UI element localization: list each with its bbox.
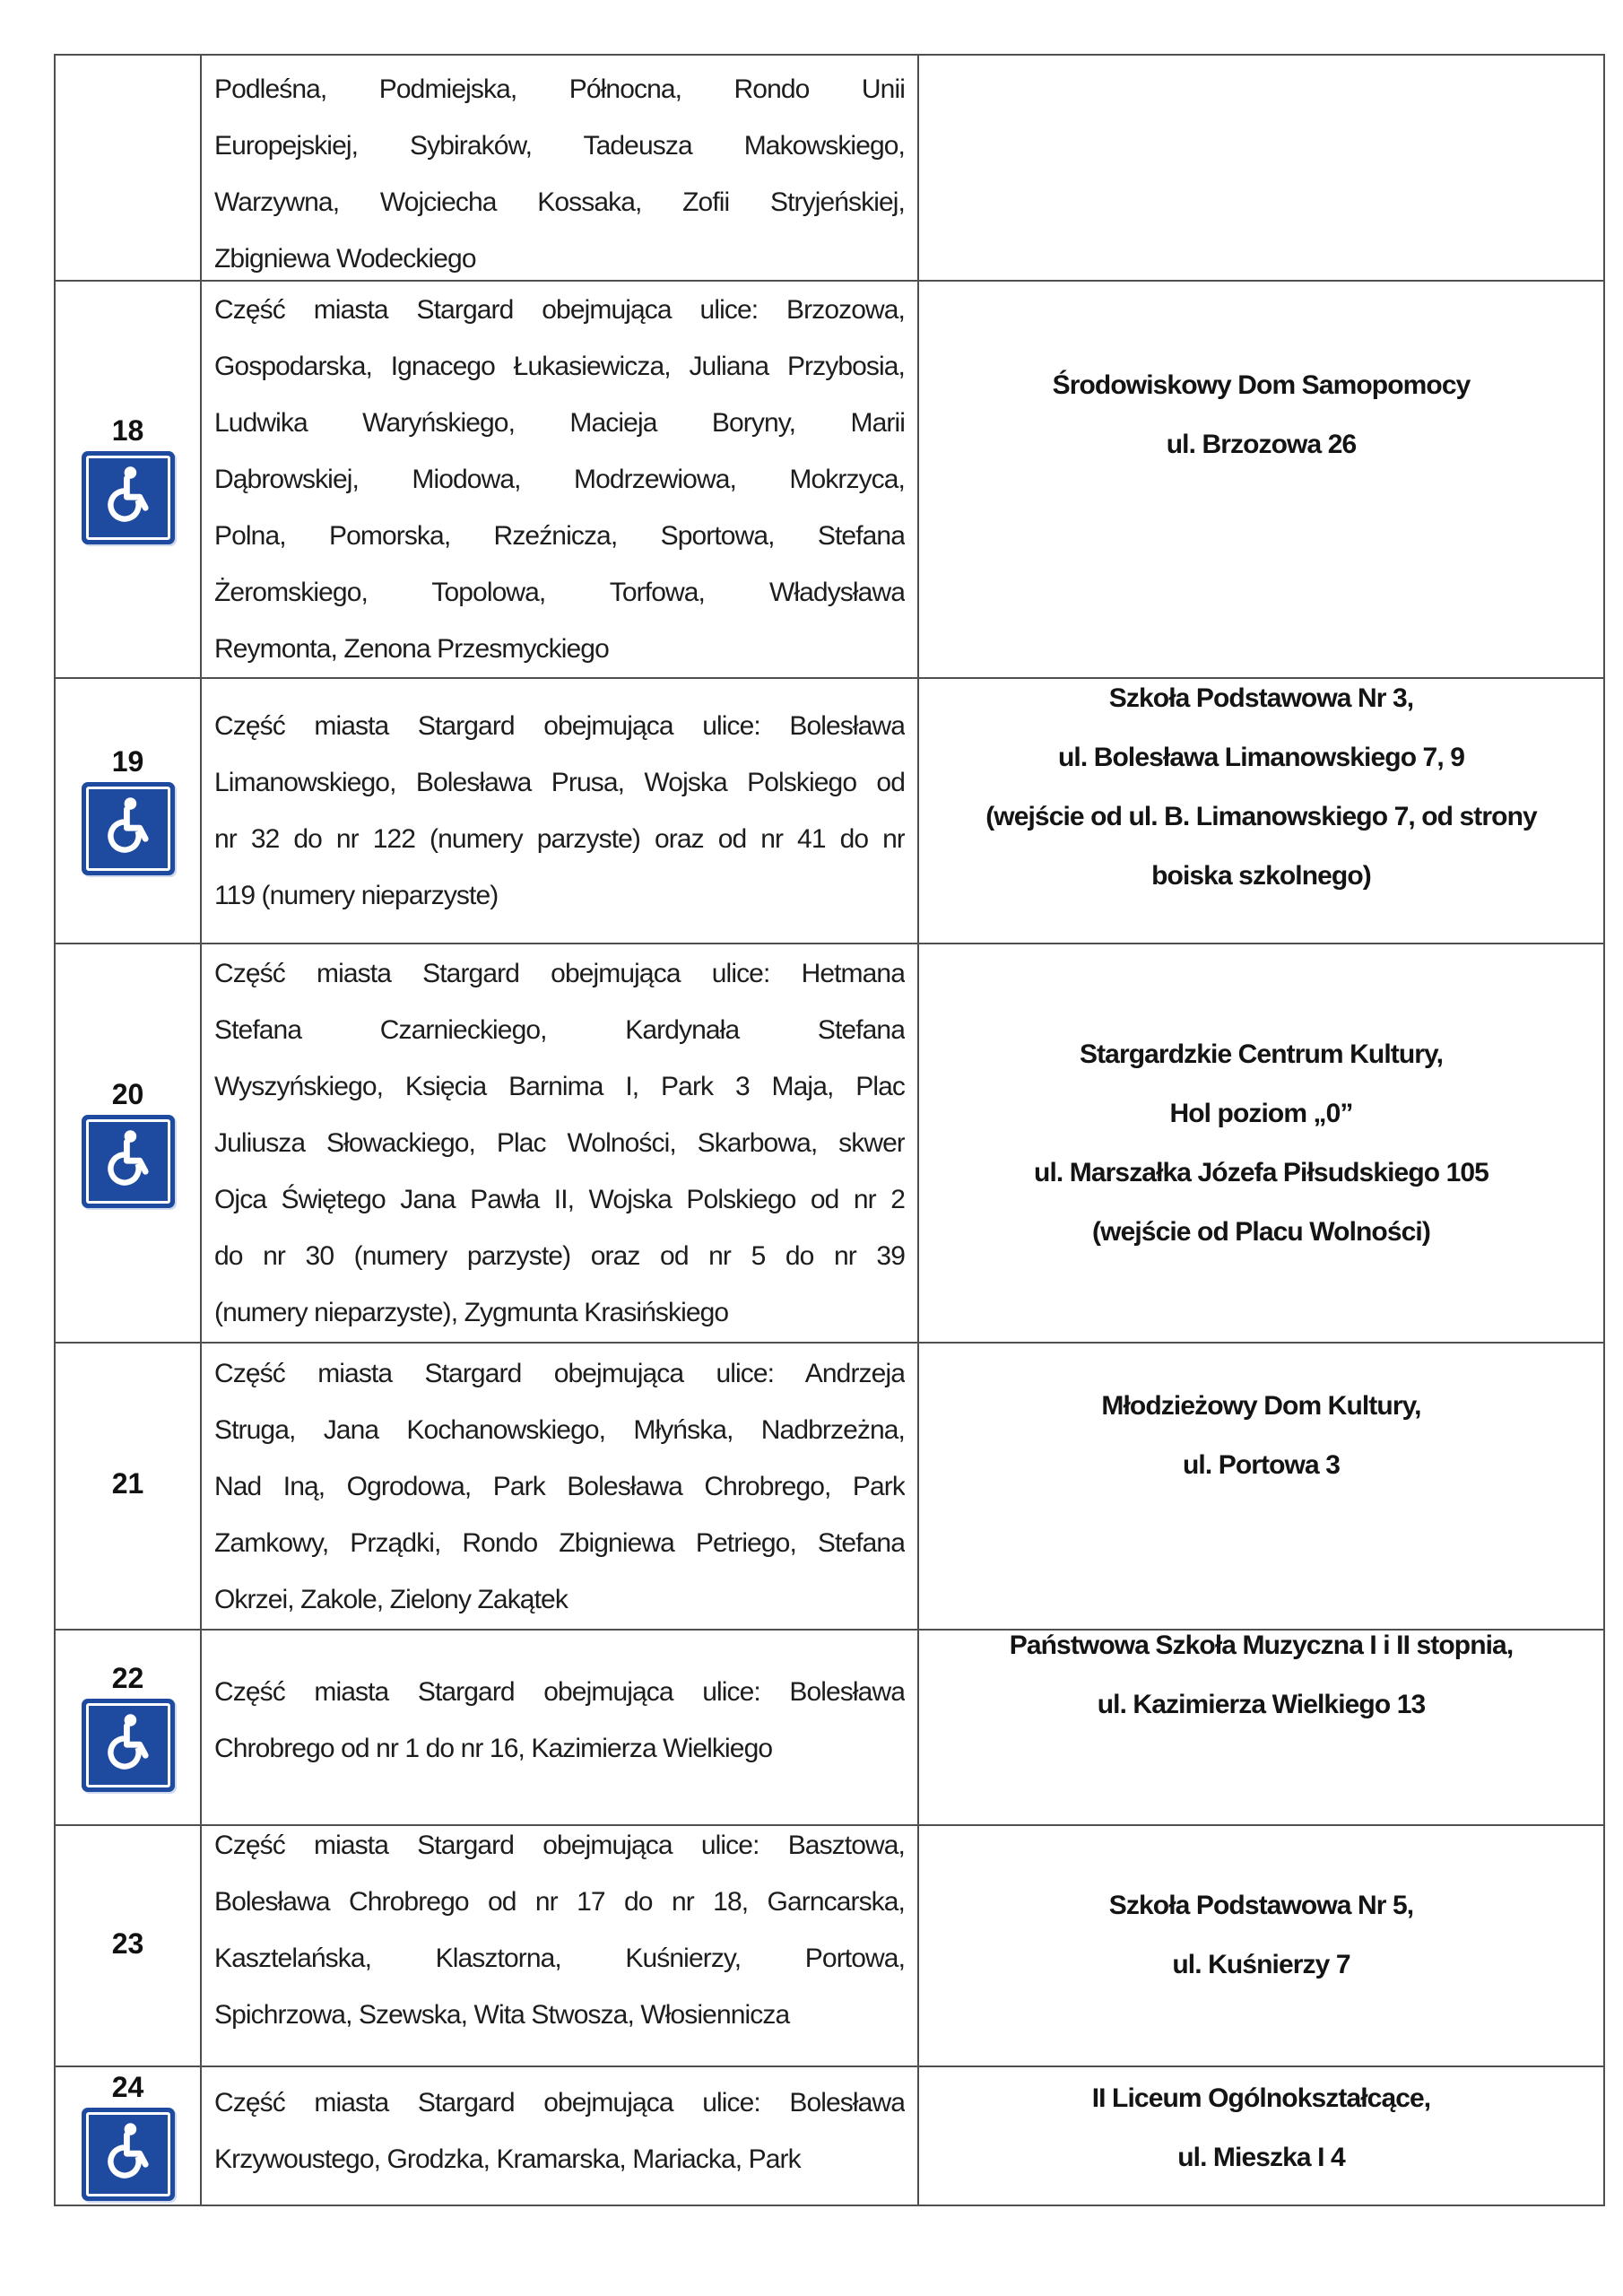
polling-place-line: ul. Marszałka Józefa Piłsudskiego 105 — [1034, 1157, 1488, 1187]
street-line: do nr 30 (numery parzyste) oraz od nr 5 do nr 39 — [214, 1241, 905, 1271]
street-list — [202, 2074, 917, 2187]
district-number: 20 — [111, 1077, 144, 1110]
polling-place-line: Hol poziom „0” — [1169, 1098, 1353, 1128]
table-row — [56, 282, 1603, 679]
street-line: Krzywoustego, Grodzka, Kramarska, Mariacka, Park — [214, 2144, 801, 2174]
polling-place — [919, 1631, 1603, 1735]
polling-place-line: Stargardzkie Centrum Kultury, — [1079, 1039, 1444, 1069]
district-number-cell — [56, 1826, 202, 2066]
district-number-cell — [56, 679, 202, 943]
wheelchair-icon — [92, 462, 164, 534]
polling-place-line: ul. Kuśnierzy 7 — [1172, 1949, 1350, 1979]
street-list — [202, 1664, 917, 1777]
street-line: Nad Iną, Ogrodowa, Park Bolesława Chrobrego, Park — [214, 1471, 905, 1501]
district-number: 19 — [111, 745, 144, 778]
street-line: Część miasta Stargard obejmująca ulice: Basztowa, — [214, 1830, 905, 1860]
table-row — [56, 56, 1603, 282]
polling-place-line: ul. Brzozowa 26 — [1166, 429, 1357, 459]
street-list — [202, 282, 917, 677]
district-number: 21 — [111, 1467, 144, 1500]
street-line: Okrzei, Zakole, Zielony Zakątek — [214, 1584, 568, 1614]
street-line: Spichrzowa, Szewska, Wita Stwosza, Włosiennicza — [214, 1999, 790, 2030]
street-line: (numery nieparzyste), Zygmunta Krasińskiego — [214, 1298, 729, 1327]
polling-place-line: Szkoła Podstawowa Nr 3, — [1108, 683, 1414, 713]
street-list — [202, 1345, 917, 1628]
street-line: Ojca Świętego Jana Pawła II, Wojska Polskiego od nr 2 — [214, 1185, 905, 1214]
table-row — [56, 1631, 1603, 1826]
table-row — [56, 2067, 1603, 2205]
street-list — [202, 1826, 917, 2043]
polling-place — [919, 2069, 1603, 2187]
street-line: Żeromskiego, Topolowa, Torfowa, Władysława — [214, 578, 905, 607]
polling-place-line: ul. Bolesława Limanowskiego 7, 9 — [1057, 743, 1465, 772]
district-number-cell — [56, 2067, 202, 2205]
street-line: Ludwika Waryńskiego, Macieja Boryny, Marii — [214, 408, 905, 438]
disabled-access-sign — [82, 782, 175, 875]
street-line: Podleśna, Podmiejska, Północna, Rondo Unii — [214, 74, 905, 104]
street-line: 119 (numery nieparzyste) — [214, 881, 499, 910]
street-line: Warzywna, Wojciecha Kossaka, Zofii Stryjeńskiej, — [214, 187, 905, 217]
polling-place-line: Szkoła Podstawowa Nr 5, — [1108, 1890, 1414, 1920]
table-row — [56, 944, 1603, 1344]
disabled-access-sign — [82, 451, 175, 544]
polling-place-line: (wejście od Placu Wolności) — [1092, 1216, 1430, 1247]
districts-table-body — [56, 56, 1603, 2205]
district-area-cell — [202, 282, 919, 677]
street-line: Dąbrowskiej, Miodowa, Modrzewiowa, Mokrzyca, — [214, 465, 905, 494]
polling-place-line: Młodzieżowy Dom Kultury, — [1101, 1391, 1421, 1421]
district-number-cell — [56, 1631, 202, 1824]
polling-place-cell — [919, 1631, 1603, 1824]
street-line: Część miasta Stargard obejmująca ulice: Hetmana — [214, 959, 905, 988]
street-list — [202, 698, 917, 924]
polling-place-line: Środowiskowy Dom Samopomocy — [1052, 370, 1471, 400]
polling-districts-table — [54, 54, 1605, 2206]
street-line: Juliusza Słowackiego, Plac Wolności, Skarbowa, skwer — [214, 1128, 905, 1158]
disabled-access-sign — [82, 1115, 175, 1208]
polling-place-cell — [919, 679, 1603, 943]
street-line: Część miasta Stargard obejmująca ulice: Andrzeja — [214, 1358, 905, 1388]
street-line: Zamkowy, Prządki, Rondo Zbigniewa Petriego, Stefana — [214, 1527, 905, 1558]
wheelchair-icon — [92, 1126, 164, 1197]
district-area-cell — [202, 1631, 919, 1824]
polling-place-line: Państwowa Szkoła Muzyczna I i II stopnia, — [1009, 1631, 1514, 1660]
wheelchair-icon — [92, 2118, 164, 2190]
street-line: nr 32 do nr 122 (numery parzyste) oraz od nr 41 do nr — [214, 824, 905, 854]
district-number-cell — [56, 1344, 202, 1629]
street-line: Zbigniewa Wodeckiego — [214, 244, 476, 274]
district-number: 23 — [111, 1926, 144, 1960]
polling-place-cell — [919, 1344, 1603, 1629]
polling-place — [919, 1025, 1603, 1262]
polling-place-cell — [919, 282, 1603, 677]
wheelchair-icon — [92, 1709, 164, 1781]
street-line: Limanowskiego, Bolesława Prusa, Wojska Polskiego od — [214, 768, 905, 797]
district-area-cell — [202, 1826, 919, 2066]
street-line: Polna, Pomorska, Rzeźnicza, Sportowa, Stefana — [214, 521, 905, 551]
polling-place-line: II Liceum Ogólnokształcące, — [1091, 2083, 1431, 2113]
district-number-cell — [56, 944, 202, 1342]
district-number: 24 — [111, 2070, 144, 2103]
street-line: Część miasta Stargard obejmująca ulice: Bolesława — [214, 711, 905, 741]
street-line: Europejskiej, Sybiraków, Tadeusza Makowskiego, — [214, 131, 905, 161]
district-area-cell — [202, 944, 919, 1342]
wheelchair-icon — [92, 793, 164, 865]
street-list — [202, 61, 917, 280]
polling-place-line: (wejście od ul. B. Limanowskiego 7, od strony — [985, 802, 1537, 831]
polling-place-cell — [919, 2067, 1603, 2205]
polling-place — [919, 679, 1603, 906]
street-line: Reymonta, Zenona Przesmyckiego — [214, 634, 609, 664]
polling-place-line: boiska szkolnego) — [1151, 861, 1371, 891]
street-line: Gospodarska, Ignacego Łukasiewicza, Juliana Przybosia, — [214, 352, 905, 381]
street-line: Część miasta Stargard obejmująca ulice: Brzozowa, — [214, 295, 905, 325]
district-area-cell — [202, 679, 919, 943]
disabled-access-sign — [82, 1699, 175, 1792]
district-number-cell — [56, 282, 202, 677]
polling-place-cell — [919, 1826, 1603, 2066]
street-line: Wyszyńskiego, Księcia Barnima I, Park 3 Maja, Plac — [214, 1072, 905, 1101]
table-row — [56, 1826, 1603, 2067]
polling-place-line: ul. Mieszka I 4 — [1177, 2143, 1345, 2172]
table-row — [56, 1344, 1603, 1631]
district-area-cell — [202, 2067, 919, 2205]
polling-place-cell — [919, 944, 1603, 1342]
street-line: Bolesława Chrobrego od nr 17 do nr 18, Garncarska, — [214, 1886, 905, 1917]
polling-place-line: ul. Portowa 3 — [1183, 1450, 1340, 1480]
table-row — [56, 679, 1603, 944]
polling-place — [919, 356, 1603, 474]
street-line: Struga, Jana Kochanowskiego, Młyńska, Nadbrzeżna, — [214, 1414, 905, 1445]
street-line: Część miasta Stargard obejmująca ulice: Bolesława — [214, 1677, 905, 1707]
street-line: Chrobrego od nr 1 do nr 16, Kazimierza Wielkiego — [214, 1734, 773, 1763]
district-number: 18 — [111, 413, 144, 447]
street-line: Stefana Czarnieckiego, Kardynała Stefana — [214, 1015, 905, 1045]
district-area-cell — [202, 56, 919, 280]
district-number: 22 — [111, 1662, 144, 1694]
district-number-cell — [56, 56, 202, 280]
polling-place — [919, 1876, 1603, 1995]
street-list — [202, 945, 917, 1341]
disabled-access-sign — [82, 2108, 175, 2201]
street-line: Kasztelańska, Klasztorna, Kuśnierzy, Portowa, — [214, 1943, 905, 1973]
polling-place-cell — [919, 56, 1603, 280]
street-line: Część miasta Stargard obejmująca ulice: Bolesława — [214, 2088, 905, 2118]
district-area-cell — [202, 1344, 919, 1629]
polling-place — [919, 1377, 1603, 1495]
polling-place-line: ul. Kazimierza Wielkiego 13 — [1097, 1690, 1426, 1719]
